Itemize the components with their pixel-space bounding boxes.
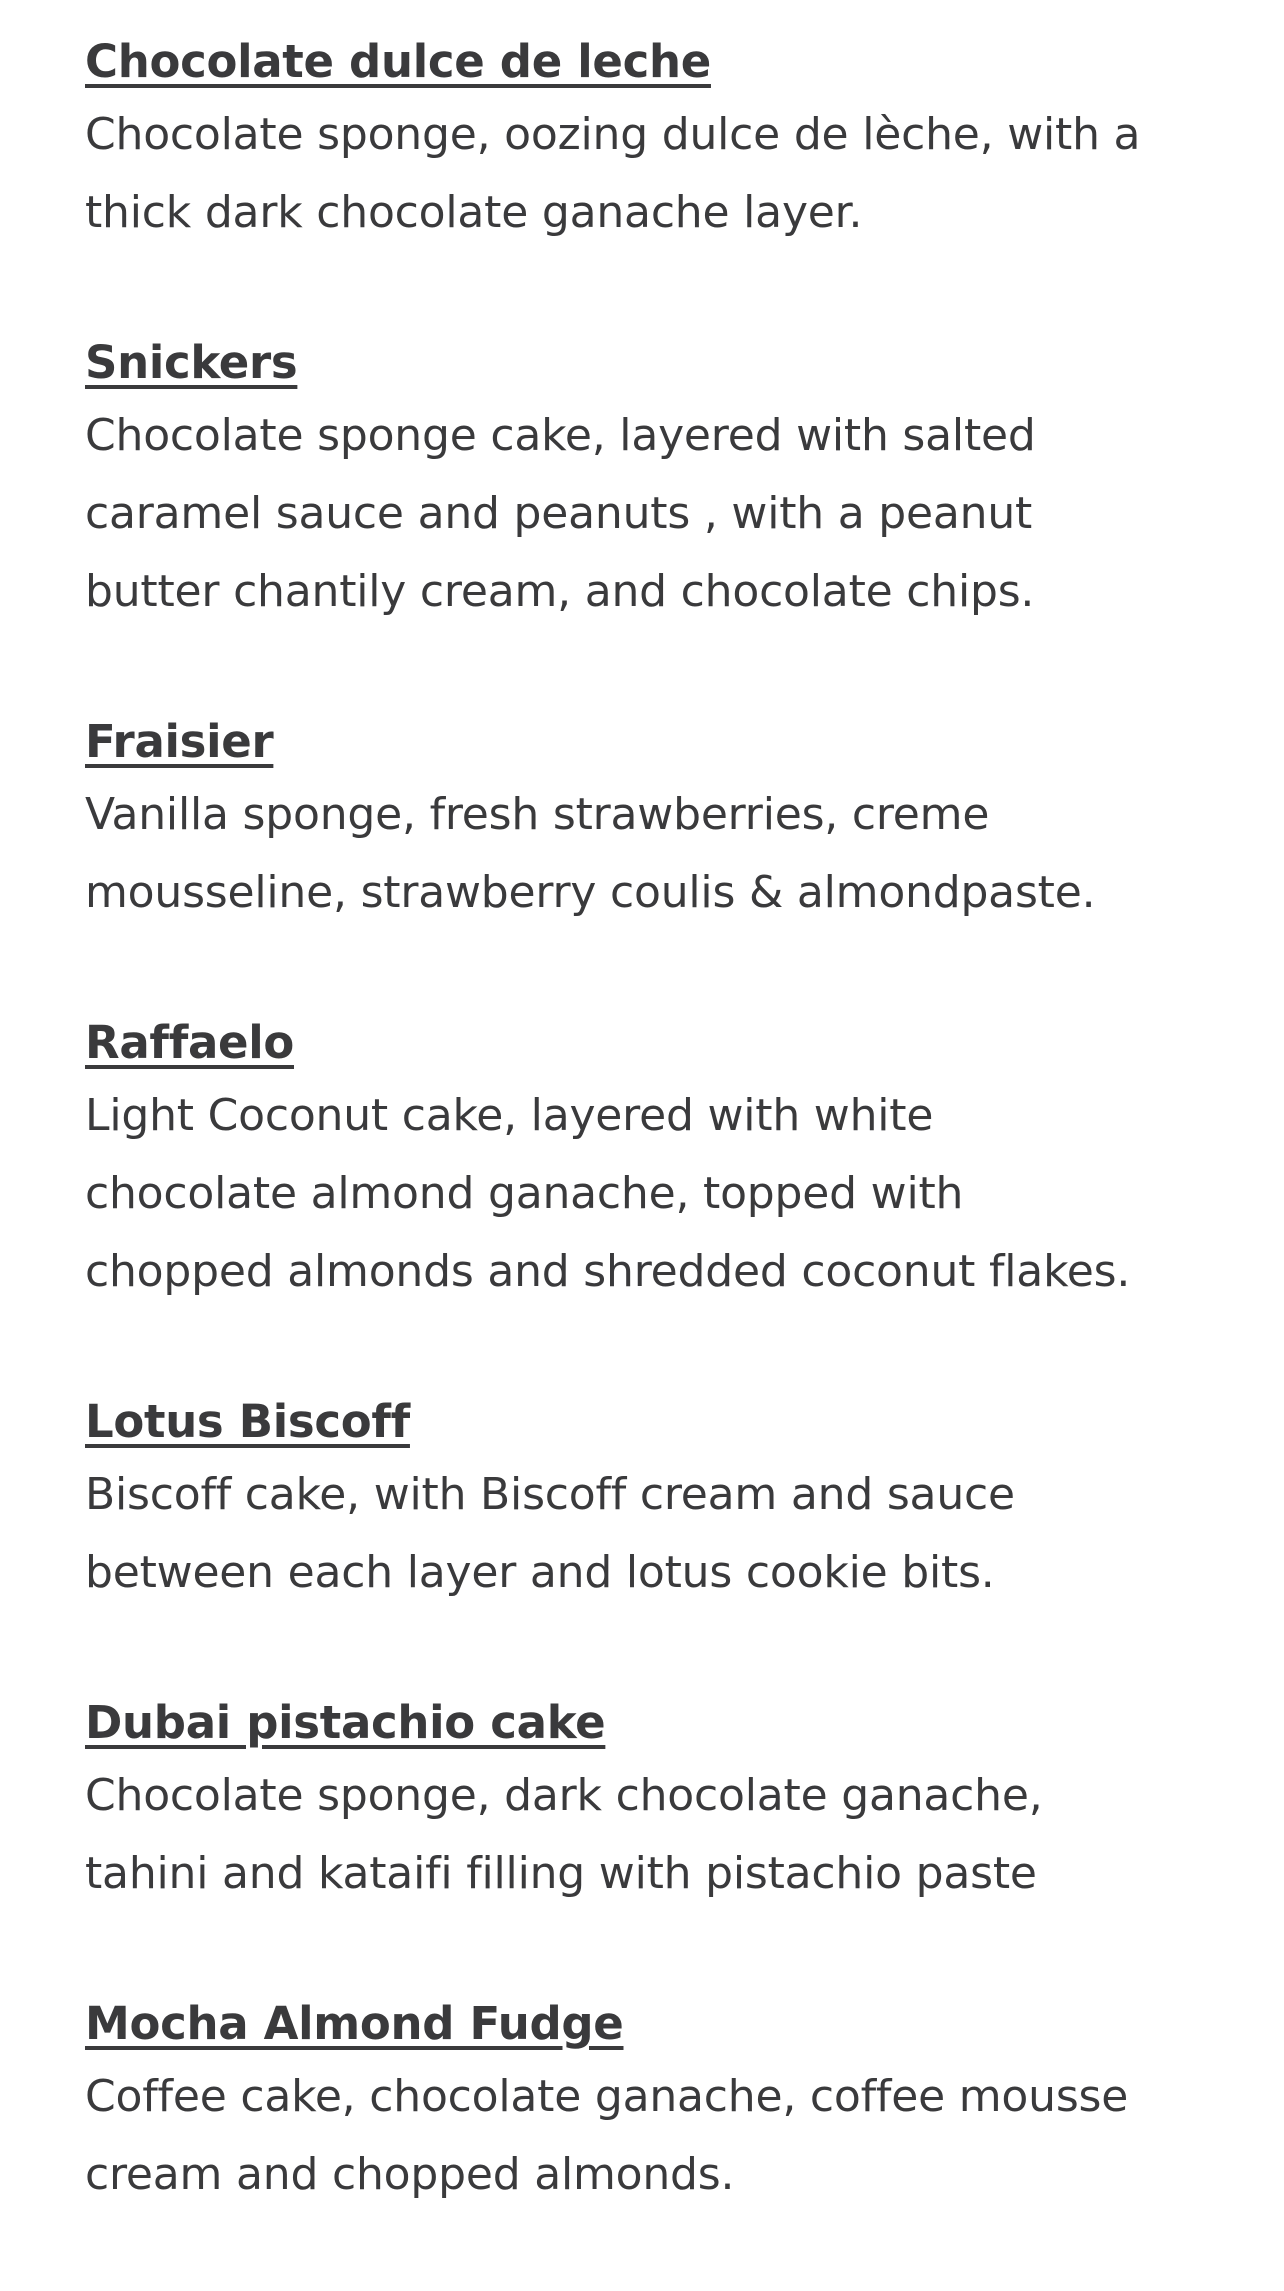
item-description: Chocolate sponge cake, layered with salted caramel sauce and peanuts , with a peanut butter chantily cream, and chocolate chips.: [85, 410, 1036, 617]
item-description: Coffee cake, chocolate ganache, coffee mousse cream and chopped almonds.: [85, 2071, 1129, 2200]
item-title: Fraisier: [85, 715, 274, 768]
item-description: Chocolate sponge, oozing dulce de lèche, with a thick dark chocolate ganache layer.: [85, 109, 1141, 238]
cake-menu-list: [85, 28, 1235, 2291]
item-title: Mocha Almond Fudge: [85, 1997, 624, 2050]
item-title: Snickers: [85, 336, 298, 389]
menu-item-dubai-pistachio-cake: [85, 1689, 1235, 1913]
menu-item-lotus-biscoff: [85, 1388, 1235, 1612]
item-title: Lotus Biscoff: [85, 1395, 410, 1448]
menu-item-snickers: [85, 329, 1235, 631]
item-description: Vanilla sponge, fresh strawberries, creme mousseline, strawberry coulis & almondpaste.: [85, 789, 1096, 918]
item-description: Light Coconut cake, layered with white chocolate almond ganache, topped with chopped almonds and shredded coconut flakes.: [85, 1090, 1131, 1297]
item-description: Chocolate sponge, dark chocolate ganache, tahini and kataifi filling with pistachio paste: [85, 1770, 1043, 1899]
item-title: Chocolate dulce de leche: [85, 35, 711, 88]
item-title: Raffaelo: [85, 1016, 294, 1069]
item-description: Biscoff cake, with Biscoff cream and sauce between each layer and lotus cookie bits.: [85, 1469, 1015, 1598]
item-title: Dubai pistachio cake: [85, 1696, 606, 1749]
menu-item-mocha-almond-fudge: [85, 1990, 1235, 2214]
menu-item-fraisier: [85, 708, 1235, 932]
menu-item-chocolate-dulce-de-leche: [85, 28, 1235, 252]
menu-item-raffaelo: [85, 1009, 1235, 1311]
